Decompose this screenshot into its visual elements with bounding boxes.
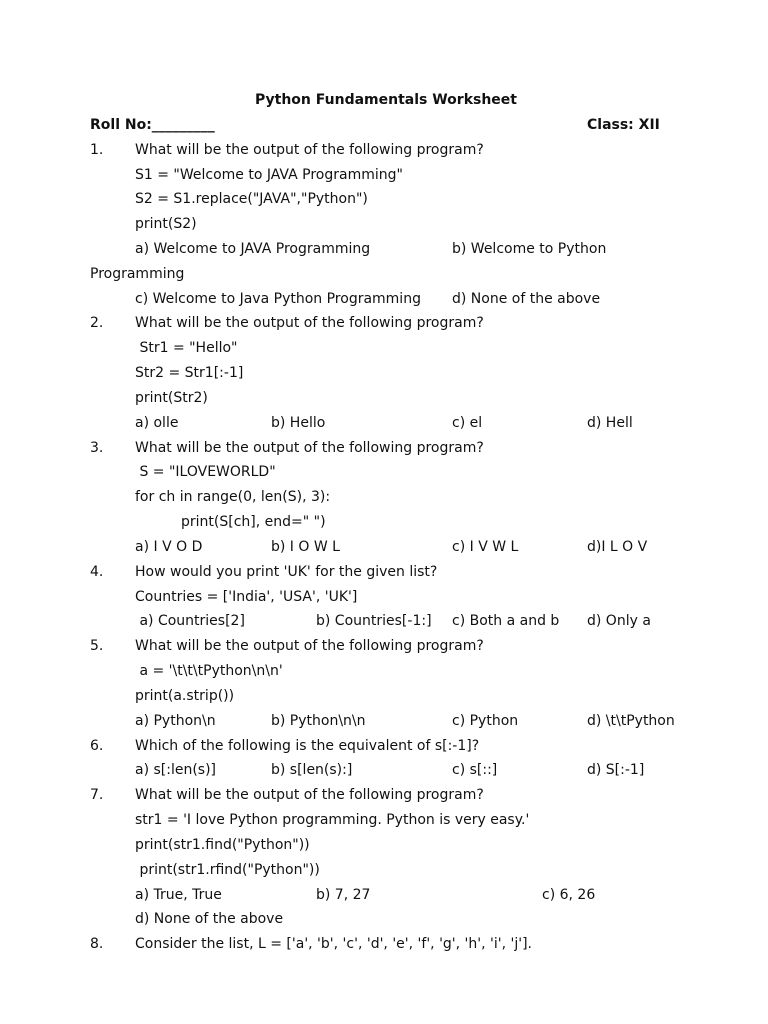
code-line: print(str1.rfind("Python")) xyxy=(135,862,320,878)
option-b: b) Countries[-1:] xyxy=(316,613,432,629)
option-c: c) el xyxy=(452,415,483,431)
question-number: 8. xyxy=(90,936,104,952)
option-a: a) I V O D xyxy=(135,539,203,555)
option-b-wrap: Programming xyxy=(90,266,185,282)
option-d: d) Hell xyxy=(587,415,633,431)
question-text: How would you print 'UK' for the given list? xyxy=(135,564,438,580)
roll-no-label: Roll No:_________ xyxy=(90,117,215,133)
question-number: 1. xyxy=(90,142,104,158)
option-a: a) Welcome to JAVA Programming xyxy=(135,241,371,257)
code-line: print(Str2) xyxy=(135,390,208,406)
option-a: a) Python\n xyxy=(135,713,216,729)
option-b: b) 7, 27 xyxy=(316,887,371,903)
option-d: d) \t\tPython xyxy=(587,713,675,729)
option-c: c) 6, 26 xyxy=(542,887,596,903)
option-b: b) I O W L xyxy=(271,539,340,555)
option-a: a) s[:len(s)] xyxy=(135,762,217,778)
option-c: c) Both a and b xyxy=(452,613,560,629)
option-c: c) s[::] xyxy=(452,762,498,778)
option-d: d) None of the above xyxy=(135,911,284,927)
question-text: What will be the output of the following program? xyxy=(135,315,484,331)
code-line: Str2 = Str1[:-1] xyxy=(135,365,244,381)
code-line: Countries = ['India', 'USA', 'UK'] xyxy=(135,589,358,605)
option-d: d) S[:-1] xyxy=(587,762,645,778)
code-line: S2 = S1.replace("JAVA","Python") xyxy=(135,191,368,207)
question-number: 6. xyxy=(90,738,104,754)
option-b: b) Python\n\n xyxy=(271,713,366,729)
code-line: str1 = 'I love Python programming. Python is very easy.' xyxy=(135,812,530,828)
question-text: Which of the following is the equivalent of s[:-1]? xyxy=(135,738,480,754)
question-number: 5. xyxy=(90,638,104,654)
option-a: a) olle xyxy=(135,415,179,431)
question-number: 4. xyxy=(90,564,104,580)
code-line: for ch in range(0, len(S), 3): xyxy=(135,489,331,505)
option-b: b) s[len(s):] xyxy=(271,762,353,778)
code-line: Str1 = "Hello" xyxy=(135,340,238,356)
code-line: S1 = "Welcome to JAVA Programming" xyxy=(135,167,403,183)
question-number: 3. xyxy=(90,440,104,456)
option-b: b) Welcome to Python xyxy=(452,241,607,257)
question-text: What will be the output of the following program? xyxy=(135,787,484,803)
option-d: d) None of the above xyxy=(452,291,601,307)
code-line: print(str1.find("Python")) xyxy=(135,837,310,853)
question-text: What will be the output of the following program? xyxy=(135,142,484,158)
option-d: d)I L O V xyxy=(587,539,648,555)
page-title: Python Fundamentals Worksheet xyxy=(255,92,517,108)
option-b: b) Hello xyxy=(271,415,326,431)
code-line: print(S[ch], end=" ") xyxy=(181,514,326,530)
option-c: c) I V W L xyxy=(452,539,519,555)
option-a: a) True, True xyxy=(135,887,222,903)
code-line: print(S2) xyxy=(135,216,197,232)
question-number: 2. xyxy=(90,315,104,331)
question-text: Consider the list, L = ['a', 'b', 'c', 'd', 'e', 'f', 'g', 'h', 'i', 'j']. xyxy=(135,936,533,952)
question-text: What will be the output of the following program? xyxy=(135,440,484,456)
code-line: S = "ILOVEWORLD" xyxy=(135,464,276,480)
question-text: What will be the output of the following program? xyxy=(135,638,484,654)
option-a: a) Countries[2] xyxy=(135,613,245,629)
option-c: c) Welcome to Java Python Programming xyxy=(135,291,421,307)
code-line: a = '\t\t\tPython\n\n' xyxy=(135,663,283,679)
option-d: d) Only a xyxy=(587,613,651,629)
question-number: 7. xyxy=(90,787,104,803)
class-label: Class: XII xyxy=(587,117,660,133)
option-c: c) Python xyxy=(452,713,519,729)
code-line: print(a.strip()) xyxy=(135,688,235,704)
